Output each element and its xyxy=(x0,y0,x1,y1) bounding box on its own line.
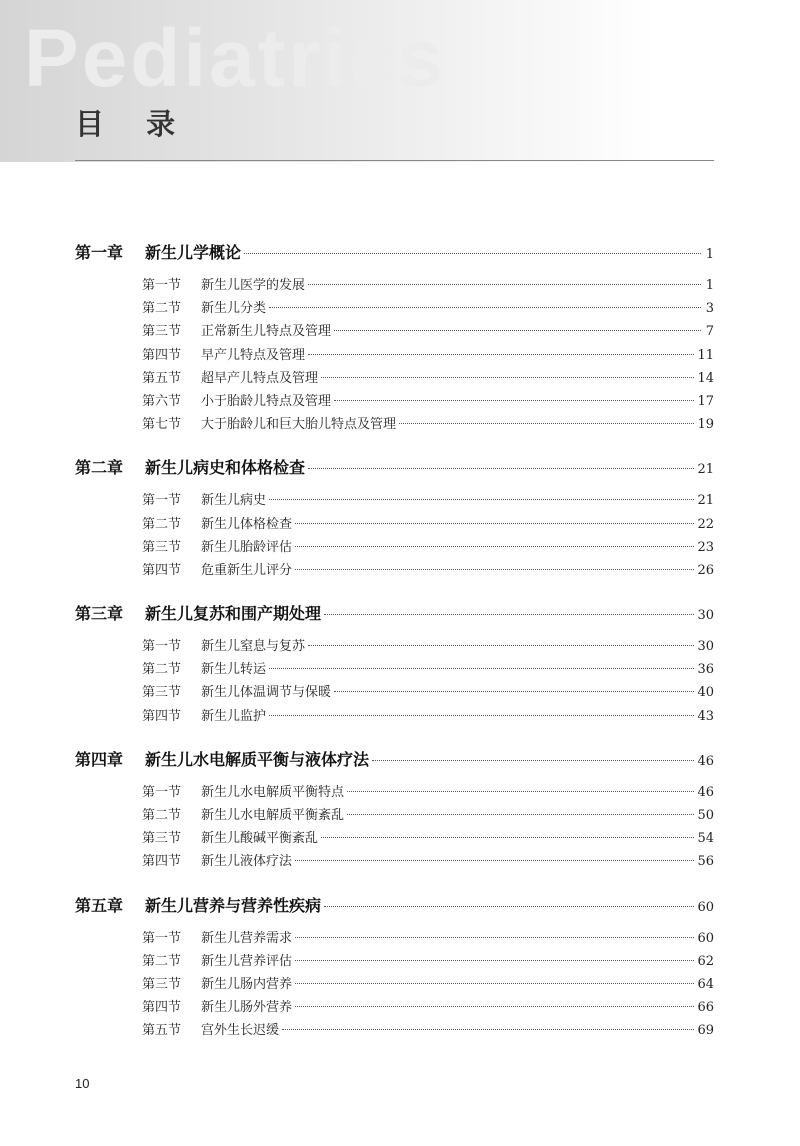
section-number: 第四节 xyxy=(142,854,182,870)
dot-leader xyxy=(334,330,701,331)
section-number: 第四节 xyxy=(142,347,182,363)
section-entry[interactable] xyxy=(75,344,714,367)
section-page: 60 xyxy=(697,930,714,946)
section-title: 新生儿水电解质平衡特点 xyxy=(201,784,345,800)
chapter-number: 第三章 xyxy=(75,604,124,624)
section-page: 23 xyxy=(697,539,714,555)
section-page: 36 xyxy=(697,662,714,678)
dot-leader xyxy=(321,837,694,838)
page-number: 10 xyxy=(75,1076,90,1091)
section-number: 第二节 xyxy=(142,516,182,532)
section-entry[interactable] xyxy=(75,320,714,343)
chapter xyxy=(75,747,714,874)
section-page: 62 xyxy=(697,953,714,969)
section-number: 第三节 xyxy=(142,685,182,701)
section-number: 第一节 xyxy=(142,493,182,509)
section-entry[interactable] xyxy=(75,996,714,1019)
section-page: 40 xyxy=(697,685,714,701)
section-list xyxy=(75,489,714,582)
chapter xyxy=(75,601,714,728)
chapter-entry[interactable] xyxy=(75,240,714,269)
section-page: 3 xyxy=(705,301,714,317)
dot-leader xyxy=(321,377,694,378)
section-number: 第二节 xyxy=(142,301,182,317)
section-page: 54 xyxy=(697,831,714,847)
section-entry[interactable] xyxy=(75,658,714,681)
section-entry[interactable] xyxy=(75,367,714,390)
header-divider xyxy=(75,160,714,161)
chapter-title: 新生儿营养与营养性疾病 xyxy=(145,895,322,915)
chapter-entry[interactable] xyxy=(75,893,714,922)
dot-leader xyxy=(244,253,701,254)
section-entry[interactable] xyxy=(75,513,714,536)
section-number: 第三节 xyxy=(142,539,182,555)
watermark-text: Pediatrics xyxy=(24,13,446,104)
section-entry[interactable] xyxy=(75,973,714,996)
section-page: 19 xyxy=(697,417,714,433)
section-page: 69 xyxy=(697,1023,714,1039)
section-entry[interactable] xyxy=(75,950,714,973)
section-number: 第五节 xyxy=(142,1023,182,1039)
chapter xyxy=(75,455,714,582)
section-entry[interactable] xyxy=(75,1019,714,1042)
section-title: 宫外生长迟缓 xyxy=(201,1023,280,1039)
dot-leader xyxy=(282,1029,694,1030)
section-number: 第六节 xyxy=(142,393,182,409)
section-title: 新生儿窒息与复苏 xyxy=(201,639,306,655)
section-page: 22 xyxy=(697,516,714,532)
section-title: 新生儿营养需求 xyxy=(201,930,293,946)
section-number: 第五节 xyxy=(142,370,182,386)
section-entry[interactable] xyxy=(75,413,714,436)
section-title: 正常新生儿特点及管理 xyxy=(201,324,332,340)
section-page: 64 xyxy=(697,976,714,992)
chapter-title: 新生儿病史和体格检查 xyxy=(145,458,306,478)
chapter-title: 新生儿学概论 xyxy=(145,243,242,262)
section-title: 小于胎龄儿特点及管理 xyxy=(201,393,332,409)
section-title: 新生儿营养评估 xyxy=(201,953,293,969)
section-number: 第一节 xyxy=(142,278,182,293)
dot-leader xyxy=(295,860,694,861)
section-list xyxy=(75,635,714,728)
section-title: 超早产儿特点及管理 xyxy=(201,370,319,386)
section-number: 第四节 xyxy=(142,708,182,724)
dot-leader xyxy=(295,523,694,524)
chapter-number: 第二章 xyxy=(75,458,124,478)
section-number: 第二节 xyxy=(142,953,182,969)
section-number: 第四节 xyxy=(142,1000,182,1016)
section-page: 50 xyxy=(697,808,714,823)
section-entry[interactable] xyxy=(75,390,714,413)
section-entry[interactable] xyxy=(75,927,714,950)
section-entry[interactable] xyxy=(75,559,714,582)
chapter xyxy=(75,893,714,1043)
section-list xyxy=(75,927,714,1043)
chapter xyxy=(75,240,714,436)
dot-leader xyxy=(347,814,694,815)
section-page: 26 xyxy=(697,562,714,578)
section-page: 11 xyxy=(697,347,714,363)
header-band xyxy=(0,0,800,162)
section-number: 第二节 xyxy=(142,662,182,678)
chapter-title: 新生儿水电解质平衡与液体疗法 xyxy=(145,749,370,769)
chapter-page: 21 xyxy=(697,462,714,478)
chapter-page: 46 xyxy=(697,753,714,769)
dot-leader xyxy=(347,791,694,792)
section-title: 新生儿液体疗法 xyxy=(201,854,293,870)
section-page: 17 xyxy=(697,393,714,409)
section-title: 新生儿监护 xyxy=(201,708,267,724)
section-title: 新生儿肠内营养 xyxy=(201,976,293,992)
section-title: 新生儿水电解质平衡紊乱 xyxy=(201,808,345,823)
section-entry[interactable] xyxy=(75,705,714,728)
dot-leader xyxy=(334,691,694,692)
dot-leader xyxy=(269,668,694,669)
dot-leader xyxy=(295,1006,694,1007)
chapter-page: 30 xyxy=(697,608,714,624)
section-entry[interactable] xyxy=(75,297,714,320)
section-number: 第四节 xyxy=(142,562,182,578)
section-page: 66 xyxy=(697,1000,714,1016)
section-entry[interactable] xyxy=(75,536,714,559)
section-title: 危重新生儿评分 xyxy=(201,562,293,578)
section-number: 第三节 xyxy=(142,831,182,847)
dot-leader xyxy=(308,645,694,646)
section-number: 第一节 xyxy=(142,784,182,800)
dot-leader xyxy=(334,400,694,401)
section-page: 30 xyxy=(697,639,714,655)
section-list xyxy=(75,781,714,874)
section-page: 56 xyxy=(697,854,714,870)
section-entry[interactable] xyxy=(75,781,714,804)
dot-leader xyxy=(269,499,694,500)
chapter-entry[interactable] xyxy=(75,455,714,484)
dot-leader xyxy=(295,569,694,570)
section-entry[interactable] xyxy=(75,804,714,827)
section-title: 早产儿特点及管理 xyxy=(201,347,306,363)
section-title: 大于胎龄儿和巨大胎儿特点及管理 xyxy=(201,417,397,433)
dot-leader xyxy=(295,983,694,984)
section-title: 新生儿转运 xyxy=(201,662,267,678)
section-page: 46 xyxy=(697,784,714,800)
page-title: 目 录 xyxy=(75,107,192,141)
table-of-contents xyxy=(75,240,714,1062)
section-page: 1 xyxy=(705,278,714,293)
section-page: 14 xyxy=(697,370,714,386)
dot-leader xyxy=(308,284,701,285)
section-number: 第二节 xyxy=(142,808,182,823)
chapter-page: 60 xyxy=(697,899,714,915)
chapter-entry[interactable] xyxy=(75,747,714,776)
dot-leader xyxy=(308,468,694,469)
dot-leader xyxy=(295,937,694,938)
chapter-entry[interactable] xyxy=(75,601,714,630)
section-title: 新生儿分类 xyxy=(201,301,267,317)
dot-leader xyxy=(324,906,694,907)
section-entry[interactable] xyxy=(75,635,714,658)
chapter-number: 第四章 xyxy=(75,749,124,769)
section-title: 新生儿体温调节与保暖 xyxy=(201,685,332,701)
dot-leader xyxy=(324,614,694,615)
section-number: 第一节 xyxy=(142,639,182,655)
chapter-page: 1 xyxy=(705,247,714,262)
dot-leader xyxy=(372,760,694,761)
dot-leader xyxy=(295,960,694,961)
dot-leader xyxy=(269,715,694,716)
section-entry[interactable] xyxy=(75,274,714,297)
dot-leader xyxy=(269,307,701,308)
section-title: 新生儿病史 xyxy=(201,493,267,509)
section-entry[interactable] xyxy=(75,850,714,873)
section-title: 新生儿肠外营养 xyxy=(201,1000,293,1016)
chapter-number: 第五章 xyxy=(75,895,124,915)
section-number: 第三节 xyxy=(142,324,182,340)
section-list xyxy=(75,274,714,436)
dot-leader xyxy=(399,423,694,424)
section-page: 21 xyxy=(697,493,714,509)
section-number: 第七节 xyxy=(142,417,182,433)
dot-leader xyxy=(308,354,694,355)
section-entry[interactable] xyxy=(75,827,714,850)
section-number: 第三节 xyxy=(142,976,182,992)
section-entry[interactable] xyxy=(75,489,714,512)
section-title: 新生儿酸碱平衡紊乱 xyxy=(201,831,319,847)
section-page: 7 xyxy=(705,324,714,340)
section-title: 新生儿胎龄评估 xyxy=(201,539,293,555)
dot-leader xyxy=(295,546,694,547)
section-page: 43 xyxy=(697,708,714,724)
chapter-title: 新生儿复苏和围产期处理 xyxy=(145,604,322,624)
chapter-number: 第一章 xyxy=(75,243,124,262)
section-title: 新生儿体格检查 xyxy=(201,516,293,532)
section-number: 第一节 xyxy=(142,930,182,946)
section-title: 新生儿医学的发展 xyxy=(201,278,306,293)
section-entry[interactable] xyxy=(75,681,714,704)
